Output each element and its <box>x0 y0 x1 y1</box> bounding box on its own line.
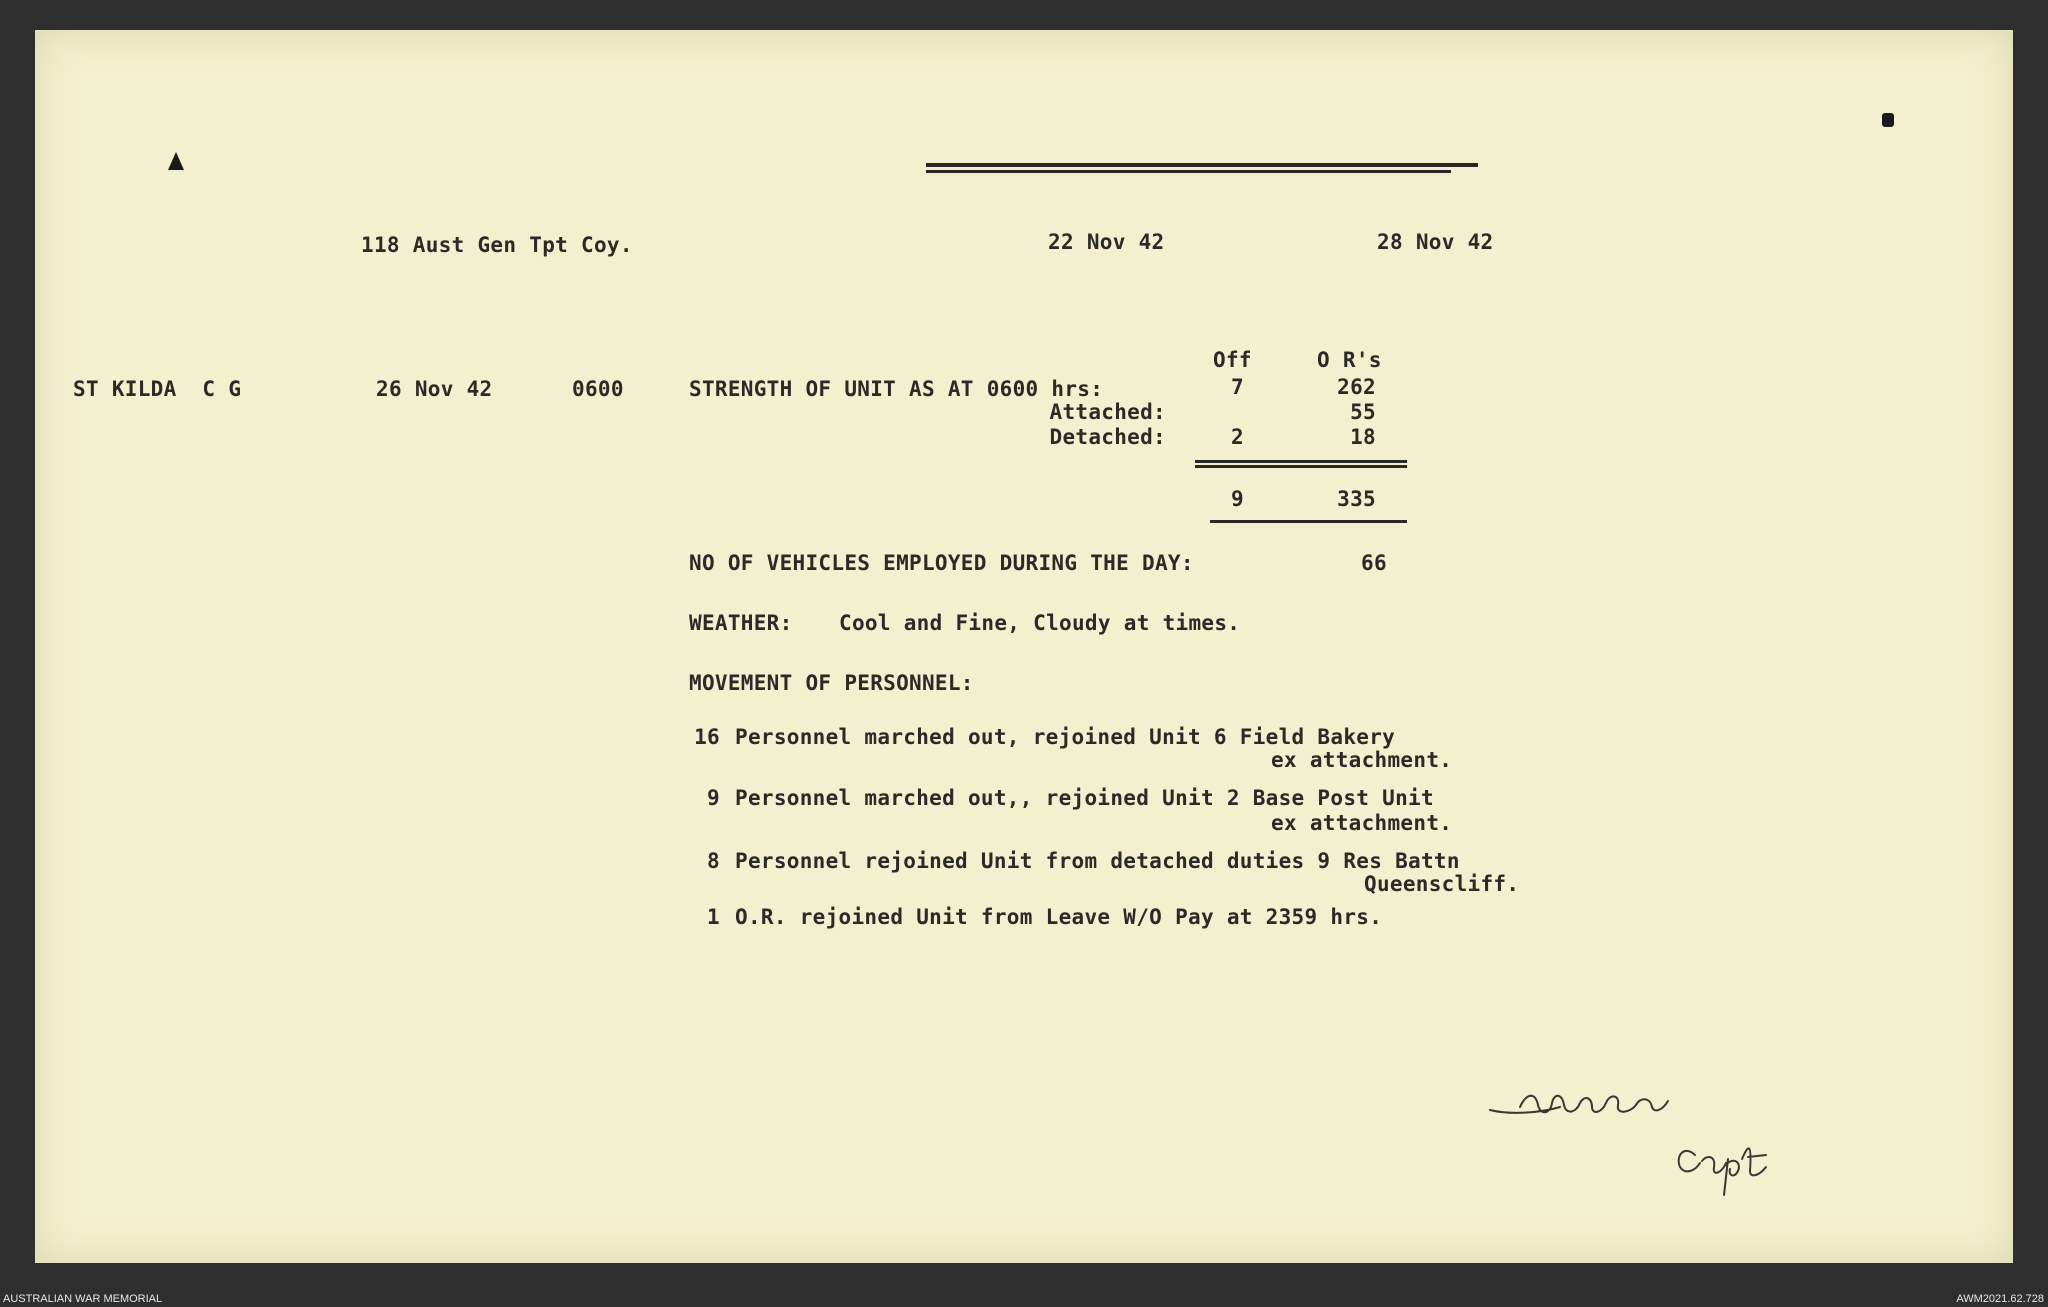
col-ors-heading: O R's <box>1317 348 1382 372</box>
movement-item-0-line1: Personnel marched out, rejoined Unit 6 Field Bakery <box>735 725 1396 749</box>
total-ors: 335 <box>1337 487 1376 511</box>
signature-mark <box>1480 1075 1800 1205</box>
strength-row-2-off: 2 <box>1231 425 1244 449</box>
movement-item-1-num: 9 <box>707 786 720 810</box>
movement-item-1-line2: ex attachment. <box>1271 811 1453 835</box>
total-rule-bottom <box>1210 520 1407 523</box>
total-off: 9 <box>1231 487 1244 511</box>
movement-item-2-line1: Personnel rejoined Unit from detached duties 9 Res Battn <box>735 849 1460 873</box>
strength-row-2-label: Detached: <box>1049 425 1166 449</box>
strength-title: STRENGTH OF UNIT AS AT 0600 hrs: <box>689 377 1104 401</box>
weather-text: Cool and Fine, Cloudy at times. <box>839 611 1241 635</box>
punch-mark-right <box>1882 113 1894 127</box>
movement-item-3-num: 1 <box>707 905 720 929</box>
movement-heading: MOVEMENT OF PERSONNEL: <box>689 671 974 695</box>
punch-mark-left <box>168 152 184 170</box>
vehicles-label: NO OF VEHICLES EMPLOYED DURING THE DAY: <box>689 551 1194 575</box>
movement-item-2-line2: Queenscliff. <box>1364 872 1520 896</box>
total-rule-top <box>1195 460 1407 463</box>
footer-right: AWM2021.62.728 <box>1956 1293 2044 1305</box>
movement-item-3-line1: O.R. rejoined Unit from Leave W/O Pay at 2359 hrs. <box>735 905 1383 929</box>
movement-item-0-line2: ex attachment. <box>1271 748 1453 772</box>
entry-time: 0600 <box>572 377 624 401</box>
movement-item-2-num: 8 <box>707 849 720 873</box>
strength-row-0-off: 7 <box>1231 375 1244 399</box>
header-rule <box>926 163 1478 167</box>
date-to: 28 Nov 42 <box>1377 230 1494 254</box>
unit-name: 118 Aust Gen Tpt Coy. <box>361 233 633 257</box>
footer-left: AUSTRALIAN WAR MEMORIAL <box>3 1293 163 1305</box>
strength-row-0-ors: 262 <box>1337 375 1376 399</box>
strength-row-1-ors: 55 <box>1350 400 1376 424</box>
col-off-heading: Off <box>1213 348 1252 372</box>
movement-item-0-num: 16 <box>694 725 720 749</box>
header-rule-2 <box>926 170 1451 173</box>
strength-row-1-label: Attached: <box>1049 400 1166 424</box>
strength-row-2-ors: 18 <box>1350 425 1376 449</box>
weather-label: WEATHER: <box>689 611 793 635</box>
vehicles-value: 66 <box>1361 551 1387 575</box>
date-from: 22 Nov 42 <box>1048 230 1165 254</box>
entry-date: 26 Nov 42 <box>376 377 493 401</box>
total-rule-top-2 <box>1195 465 1407 468</box>
movement-item-1-line1: Personnel marched out,, rejoined Unit 2 Base Post Unit <box>735 786 1434 810</box>
place: ST KILDA C G <box>73 377 242 401</box>
